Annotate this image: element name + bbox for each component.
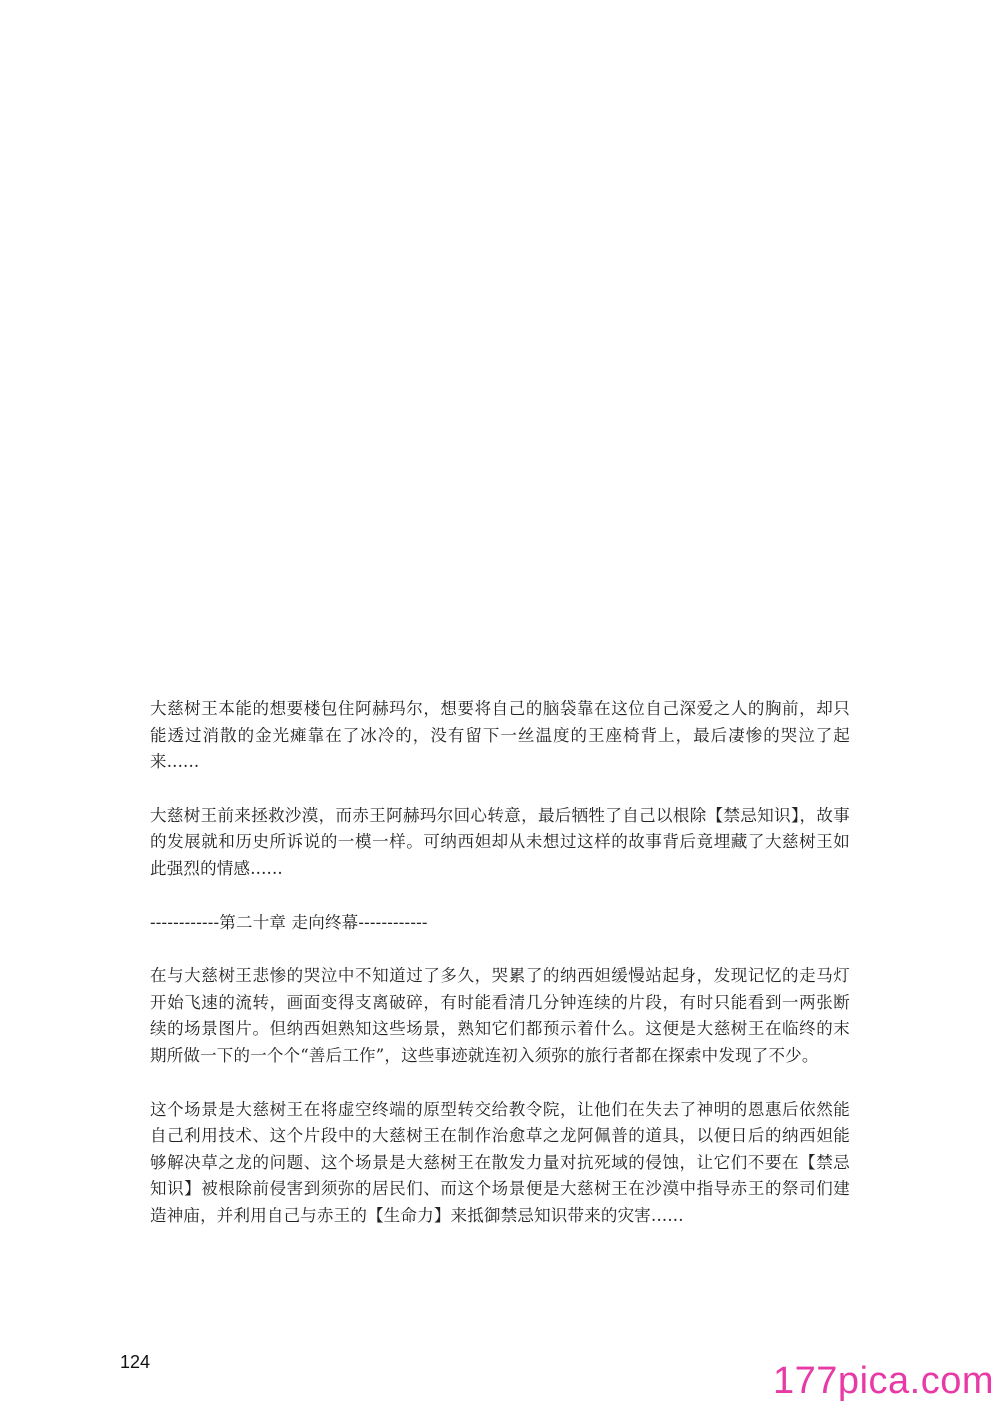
- body-text: [150, 696, 850, 1257]
- page-number: 124: [120, 1352, 151, 1372]
- paragraph-3: 在与大慈树王悲惨的哭泣中不知道过了多久，哭累了的纳西妲缓慢站起身，发现记忆的走马灯开始飞速的流转，画面变得支离破碎，有时能看清几分钟连续的片段，有时只能看到一两张断续的场景图片。但纳西妲熟知这些场景，熟知它们都预示着什么。这便是大慈树王在临终的末期所做一下的一个个“善后工作”，这些事迹就连初入须弥的旅行者都在探索中发现了不少。: [150, 966, 850, 1065]
- paragraph-1: 大慈树王本能的想要楼包住阿赫玛尔，想要将自己的脑袋靠在这位自己深爱之人的胸前，却只能透过消散的金光瘫靠在了冰冷的，没有留下一丝温度的王座椅背上，最后凄惨的哭泣了起来......: [150, 699, 850, 772]
- paragraph-4: 这个场景是大慈树王在将虚空终端的原型转交给教令院，让他们在失去了神明的恩惠后依然能自己利用技术、这个片段中的大慈树王在制作治愈草之龙阿佩普的道具，以便日后的纳西妲能够解决草之龙的问题、这个场景是大慈树王在散发力量对抗死域的侵蚀，让它们不要在【禁忌知识】被根除前侵害到须弥的居民们、而这个场景便是大慈树王在沙漠中指导赤王的祭司们建造神庙，并利用自己与赤王的【生命力】来抵御禁忌知识带来的灾害......: [150, 1099, 850, 1225]
- paragraph-2: 大慈树王前来拯救沙漠，而赤王阿赫玛尔回心转意，最后牺牲了自己以根除【禁忌知识】，故事的发展就和历史所诉说的一模一样。可纳西妲却从未想过这样的故事背后竟埋藏了大慈树王如此强烈的情感......: [150, 805, 850, 878]
- watermark: 177pica.com: [773, 1360, 994, 1402]
- chapter-heading: ------------第二十章 走向终幕------------: [150, 912, 428, 932]
